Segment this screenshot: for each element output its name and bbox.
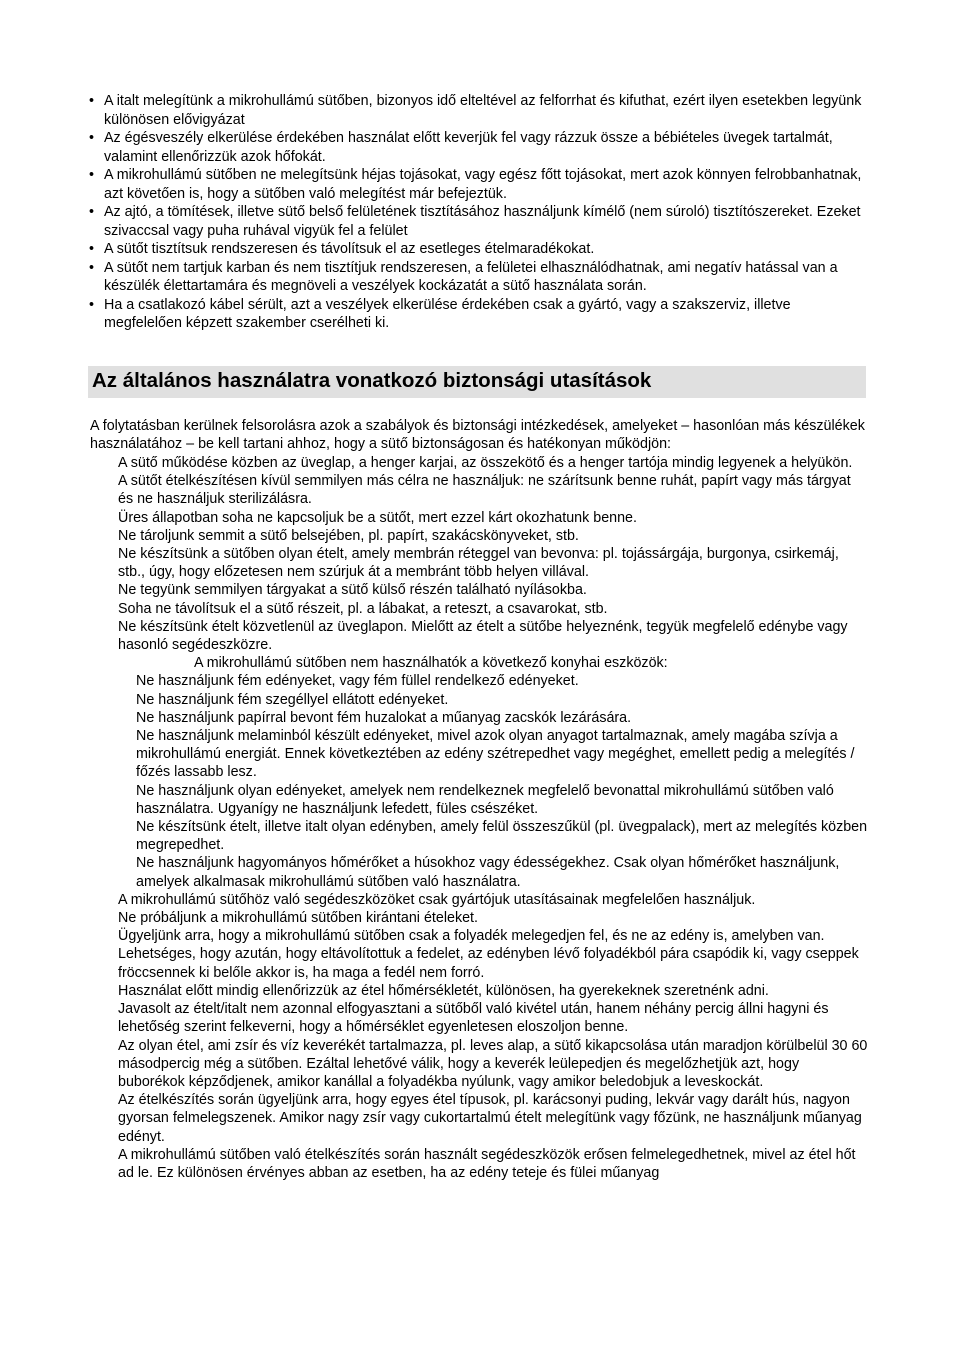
rule-item: Az olyan étel, ami zsír és víz keverékét tartalmazza, pl. leves alap, a sütő kikapcsolása után maradjon körülbelül 30 60 másodpercig még a sütőben. Ezáltal lehetővé válik, hogy a keverék leülepedjen és megelőzhetjük azt, hogy buborékok képződjenek, amikor kanállal a folyadékba nyúlunk, vagy amikor beledobjuk a leveskockát. <box>118 1037 868 1090</box>
bullet-text: Az ajtó, a tömítések, illetve sütő belső felületének tisztításához használjunk kímélő (nem súroló) tisztítószereket. Ezeket szivaccsal vagy puha ruhával vigyük fel a felület <box>104 204 861 239</box>
utensil-item: Ne használjunk fém szegéllyel ellátott edényeket. <box>136 691 449 708</box>
rule-item: A sütőt ételkészítésen kívül semmilyen más célra ne használjuk: ne szárítsunk benne ruhát, papírt vagy más tárgyat és ne használjuk sterilizálásra. <box>118 473 851 508</box>
bullet-text: A mikrohullámú sütőben ne melegítsünk héjas tojásokat, vagy egész főtt tojásokat, mert azok könnyen felrobbanhatnak, azt követően is, hogy a sütőben való melegítést már befejeztük. <box>104 167 862 202</box>
rule-item: Ügyeljünk arra, hogy a mikrohullámú sütőben csak a folyadék melegedjen fel, és ne az edény is, amelyben van. Lehetséges, hogy azután, hogy eltávolítottuk a fedelet, az edényben lévő folyadékból pára csapódik ki, vagy cseppek fröccsennek ki belőle akkor is, ha maga a fedél nem forró. <box>118 928 859 981</box>
rule-item: Soha ne távolítsuk el a sütő részeit, pl. a lábakat, a reteszt, a csavarokat, stb. <box>118 600 608 617</box>
rule-item: Ne készítsünk ételt közvetlenül az üveglapon. Mielőtt az ételt a sütőbe helyeznénk, tegyük megfelelő edénybe vagy hasonló segédeszközre. <box>118 618 848 654</box>
bullet-text: A sütőt tisztítsuk rendszeresen és távolítsuk el az esetleges ételmaradékokat. <box>104 241 595 257</box>
rule-item: Javasolt az ételt/italt nem azonnal elfogyasztani a sütőből való kivétel után, hanem néhány percig állni hagyni és lehetőség szerint felkeverni, hogy a hőmérséklet egyenletesen eloszoljon benne. <box>118 1001 829 1036</box>
utensil-item: Ne használjunk papírral bevont fém huzalokat a műanyag zacskók lezárására. <box>136 709 632 726</box>
rule-item: Ne próbáljunk a mikrohullámú sütőben kirántani ételeket. <box>118 910 479 927</box>
safety-rules <box>118 454 868 1182</box>
utensil-item: Ne használjunk melaminból készült edényeket, mivel azok olyan anyagot tartalmaznak, amely magába szívja a mikrohullámú energiát. Ennek következtében az edény szétrepedhet vagy megéghet, emellett pedig a melegítés / főzés lassabb lesz. <box>136 728 855 781</box>
rule-item: Az ételkészítés során ügyeljünk arra, hogy egyes étel típusok, pl. karácsonyi puding, lekvár vagy darált hús, nagyon gyorsan felmelegszenek. Amikor nagy zsír vagy cukortartalmú ételt melegítünk vagy főzünk, ne használjunk műanyag edényt. <box>118 1092 862 1145</box>
section-intro: A folytatásban kerülnek felsorolásra azok a szabályok és biztonsági intézkedések, amelyeket – hasonlóan más készülékek használatához – be kell tartani ahhoz, hogy a sütő biztonságosan és hatékonyan működjön: <box>90 418 865 453</box>
rule-item: A sütő működése közben az üveglap, a henger karjai, az összekötő és a henger tartója mindig legyenek a helyükön. <box>118 455 853 471</box>
utensils-list <box>118 672 868 890</box>
rule-item: Ne tároljunk semmit a sütő belsejében, pl. papírt, szakácskönyveket, stb. <box>118 527 579 544</box>
bullet-text: Az égésveszély elkerülése érdekében használat előtt keverjük fel vagy rázzuk össze a bébiételes üvegek tartalmát, valamint ellenőrizzük azok hőfokát. <box>104 130 833 165</box>
utensil-item: Ne használjunk fém edényeket, vagy fém füllel rendelkező edényeket. <box>136 673 579 690</box>
bullet-item <box>88 92 868 129</box>
rule-item: Ne készítsünk a sütőben olyan ételt, amely membrán réteggel van bevonva: pl. tojássárgája, burgonya, csirkemáj, stb., úgy, hogy előzetesen nem szúrjuk át a membránt több helyen villával. <box>118 546 839 581</box>
bullet-dot-icon: • <box>89 204 95 220</box>
bullet-dot-icon: • <box>89 93 95 109</box>
bullet-item <box>88 296 868 333</box>
rule-item: Ne tegyünk semmilyen tárgyakat a sütő külső részén található nyílásokba. <box>118 582 587 599</box>
bullet-item <box>88 259 868 296</box>
bullet-text: A italt melegítünk a mikrohullámú sütőben, bizonyos idő elteltével az felforrhat és kifuthat, ezért ilyen esetekben legyünk különösen elővigyázat <box>104 93 862 128</box>
bullet-item <box>88 166 868 203</box>
rule-item: A mikrohullámú sütőhöz való segédeszközöket csak gyártójuk utasításainak megfelelően használjuk. <box>118 891 756 908</box>
bullet-item <box>88 129 868 166</box>
utensil-item: Ne használjunk hagyományos hőmérőket a húsokhoz vagy édességekhez. Csak olyan hőmérőket használjunk, amelyek alkalmasak mikrohullámú sütőben való használatra. <box>136 855 840 890</box>
utensil-item: Ne használjunk olyan edényeket, amelyek nem rendelkeznek megfelelő bevonattal mikrohullámú sütőben való használatra. Ugyanígy ne használjunk lefedett, füles csészéket. <box>136 782 834 817</box>
rule-item: Használat előtt mindig ellenőrizzük az étel hőmérsékletét, különösen, ha gyerekeknek szeretnénk adni. <box>118 982 769 999</box>
bullet-dot-icon: • <box>89 296 95 313</box>
bullet-text: A sütőt nem tartjuk karban és nem tisztítjuk rendszeresen, a felületei elhasználódhatnak, ami negatív hatással van a készülék élettartamára és megnöveli a veszélyek kockázatát a sütő használata során. <box>104 259 838 294</box>
precautions-bullet-list <box>88 92 868 333</box>
section-heading: Az általános használatra vonatkozó biztonsági utasítások <box>88 366 866 398</box>
rule-item: Üres állapotban soha ne kapcsoljuk be a sütőt, mert ezzel kárt okozhatunk benne. <box>118 509 637 526</box>
bullet-item <box>88 203 868 240</box>
utensil-item: Ne készítsünk ételt, illetve italt olyan edényben, amely felül összeszűkül (pl. üvegpalack), mert az melegítés közben megrepedhet. <box>136 819 868 854</box>
bullet-dot-icon: • <box>89 130 95 146</box>
bullet-item <box>88 240 868 259</box>
bullet-dot-icon: • <box>89 241 95 257</box>
rule-item: A mikrohullámú sütőben való ételkészítés során használt segédeszközök erősen felmelegedhetnek, mivel az étel hőt ad le. Ez különösen érvényes abban az esetben, ha az edény teteje és fülei műanyag <box>118 1146 856 1181</box>
bullet-dot-icon: • <box>89 167 95 183</box>
bullet-text: Ha a csatlakozó kábel sérült, azt a veszélyek elkerülése érdekében csak a gyártó, vagy a szakszerviz, illetve megfelelően képzett szakember cserélheti ki. <box>104 296 791 331</box>
bullet-dot-icon: • <box>89 259 95 276</box>
utensils-subheading: A mikrohullámú sütőben nem használhatók a következő konyhai eszközök: <box>194 655 668 672</box>
